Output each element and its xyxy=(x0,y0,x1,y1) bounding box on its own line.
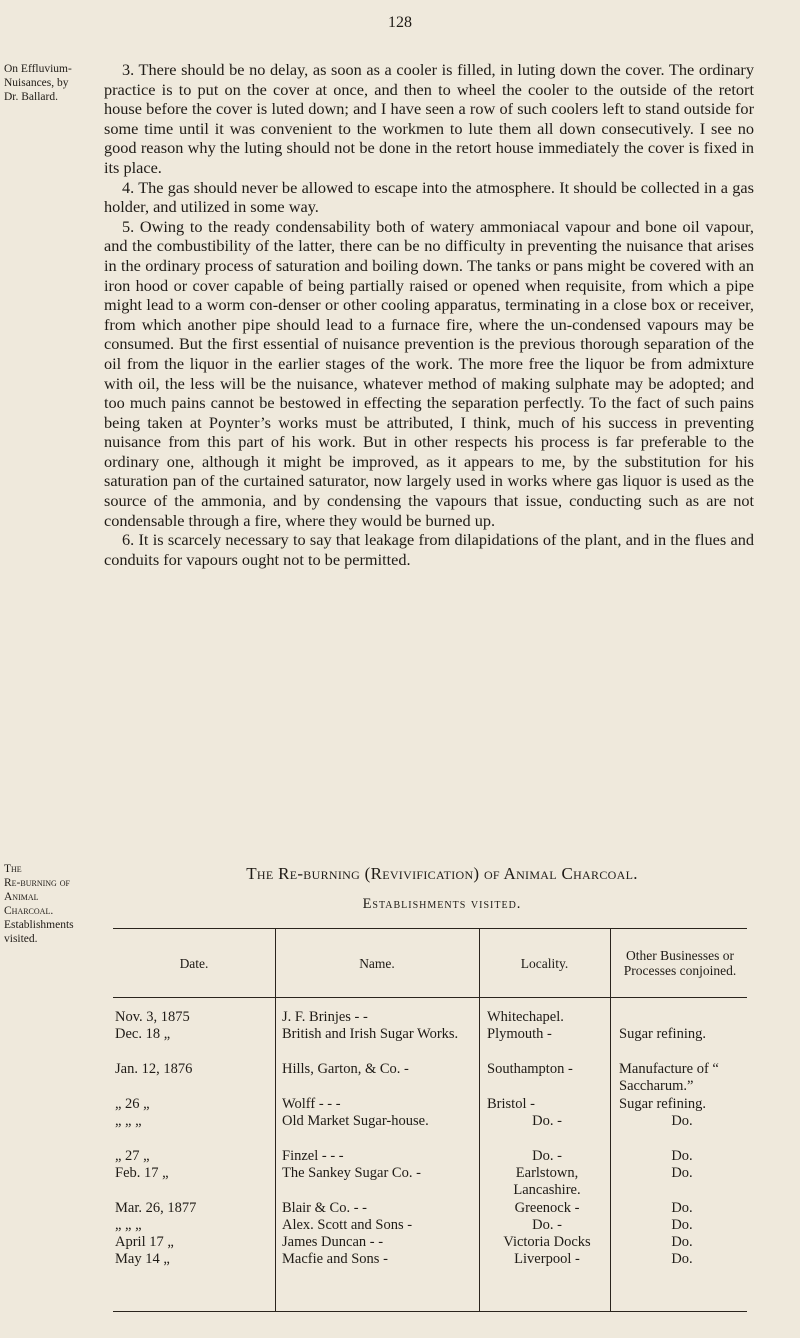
cell-other: Manufacture of “ Saccharum.” xyxy=(619,1061,719,1094)
cell-date: „ „ „ xyxy=(115,1113,142,1129)
margin-note-line: Animal xyxy=(4,891,39,903)
cell-other: Do. xyxy=(671,1234,693,1250)
cell-locality: Do. - xyxy=(532,1113,562,1129)
table-header xyxy=(113,929,747,998)
cell-date: „ 27 „ xyxy=(115,1148,150,1164)
cell-name: Hills, Garton, & Co. - xyxy=(282,1061,409,1077)
paragraph-4: 4. The gas should never be allowed to escape into the atmosphere. It should be collected in a gas holder, and utilized in some way. xyxy=(104,177,754,217)
cell-other: Do. xyxy=(671,1165,693,1181)
paragraph-5: 5. Owing to the ready condensability both of watery ammoniacal vapour and bone oil vapour, and the combustibility of the latter, there can be no difficulty in preventing the nuisance that arises in the ordinary process of saturation and boiling down. The tanks or pans might be covered with an iron hood or cover capable of being partially raised or opened when requisite, from which a pipe might lead to a worm con-denser or other cooling apparatus, terminating in a close box or receiver, from which another pipe should lead to a furnace fire, where the un-condensed vapours may be consumed. But the first essential of nuisance prevention is the previous thorough separation of the oil from the liquor in the earlier stages of the work. The more free the liquor be from admixture with oil, the less will be the nuisance, whatever method of making sulphate may be adopted; and too much pains cannot be bestowed in effecting the separation perfectly. To the fact of such pains being taken at Poynter’s works must be attributed, I think, much of his success in preventing nuisance from this part of his work. But in other respects his process is far preferable to the ordinary one, although it might be improved, as it appears to me, by the substitution for his saturation pan of the curtained saturator, now largely used in works where gas liquor is used as the source of the ammonia, and by condensing the vapours that issue, conducting such as are not condensable through a fire, where they would be burned up. xyxy=(104,216,754,530)
cell-name: Alex. Scott and Sons - xyxy=(282,1217,413,1233)
cell-locality: Liverpool - xyxy=(514,1251,580,1267)
margin-note-line: Nuisances, by xyxy=(4,77,69,89)
margin-note-line: The xyxy=(4,863,22,875)
cell-name: Old Market Sugar-house. xyxy=(282,1113,429,1129)
cell-locality: Plymouth - xyxy=(487,1026,552,1042)
cell-locality: Do. - xyxy=(532,1217,562,1233)
cell-date: Mar. 26, 1877 xyxy=(115,1200,197,1216)
section-subtitle: Establishments visited. xyxy=(362,896,522,912)
header-name: Name. xyxy=(359,955,395,971)
cell-date: May 14 „ xyxy=(115,1251,170,1267)
margin-note-line: Dr. Ballard. xyxy=(4,91,58,103)
cell-other: Do. xyxy=(671,1251,693,1267)
margin-note-line: visited. xyxy=(4,933,38,945)
cell-other: Sugar refining. xyxy=(619,1026,706,1042)
margin-note-charcoal xyxy=(4,862,104,946)
cell-locality: Do. - xyxy=(532,1148,562,1164)
cell-name: British and Irish Sugar Works. xyxy=(282,1026,459,1042)
cell-date: „ „ „ xyxy=(115,1217,142,1233)
cell-locality: Earlstown, Lancashire. xyxy=(513,1165,581,1198)
cell-other: Do. xyxy=(671,1200,693,1216)
margin-note-effluvium xyxy=(4,62,104,104)
page-number: 128 xyxy=(388,14,412,31)
margin-note-line: Charcoal. xyxy=(4,905,54,917)
cell-other: Do. xyxy=(671,1113,693,1129)
cell-name: Macfie and Sons - xyxy=(282,1251,388,1267)
cell-name: Blair & Co. - - xyxy=(282,1200,367,1216)
cell-locality: Bristol - xyxy=(487,1096,535,1112)
cell-name: Wolff - - - xyxy=(282,1096,341,1112)
cell-date: „ 26 „ xyxy=(115,1096,150,1112)
cell-date: Feb. 17 „ xyxy=(115,1165,169,1181)
margin-note-line: Establishments xyxy=(4,919,74,931)
cell-name: Finzel - - - xyxy=(282,1148,344,1164)
section-title: The Re-burning (Revivification) of Animal Charcoal. xyxy=(246,864,638,883)
cell-name: The Sankey Sugar Co. - xyxy=(282,1165,421,1181)
header-other: Other Businesses or Processes conjoined. xyxy=(623,948,737,978)
margin-note-line: On Effluvium- xyxy=(4,63,72,75)
cell-date: April 17 „ xyxy=(115,1234,174,1250)
cell-locality: Whitechapel. xyxy=(487,1009,564,1025)
body-text xyxy=(104,60,754,569)
cell-name: J. F. Brinjes - - xyxy=(282,1009,368,1025)
establishments-table xyxy=(113,928,747,1312)
header-locality: Locality. xyxy=(520,955,569,971)
cell-locality: Southampton - xyxy=(487,1061,573,1077)
cell-other: Do. xyxy=(671,1148,693,1164)
cell-date: Jan. 12, 1876 xyxy=(115,1061,193,1077)
cell-date: Dec. 18 „ xyxy=(115,1026,171,1042)
cell-other: Sugar refining. xyxy=(619,1096,706,1112)
cell-other: Do. xyxy=(671,1217,693,1233)
cell-locality: Greenock - xyxy=(514,1200,580,1216)
margin-note-line: Re-burning of xyxy=(4,877,70,889)
cell-date: Nov. 3, 1875 xyxy=(115,1009,190,1025)
paragraph-6: 6. It is scarcely necessary to say that leakage from dilapidations of the plant, and in the flues and conduits for vapours ought not to be permitted. xyxy=(104,530,754,569)
cell-locality: Victoria Docks xyxy=(503,1234,591,1250)
cell-name: James Duncan - - xyxy=(282,1234,384,1250)
paragraph-3: 3. There should be no delay, as soon as a cooler is filled, in luting down the cover. The ordinary practice is to put on the cover at once, and then to wheel the cooler to the outside of the retort house before the cover is luted down; and I have seen a row of such coolers left to stand outside for some time until it was convenient to the workmen to lute them all down consecutively. I see no good reason why the luting should not be done in the retort house immediately the cover is fixed in its place. xyxy=(104,60,754,177)
header-date: Date. xyxy=(179,955,209,971)
